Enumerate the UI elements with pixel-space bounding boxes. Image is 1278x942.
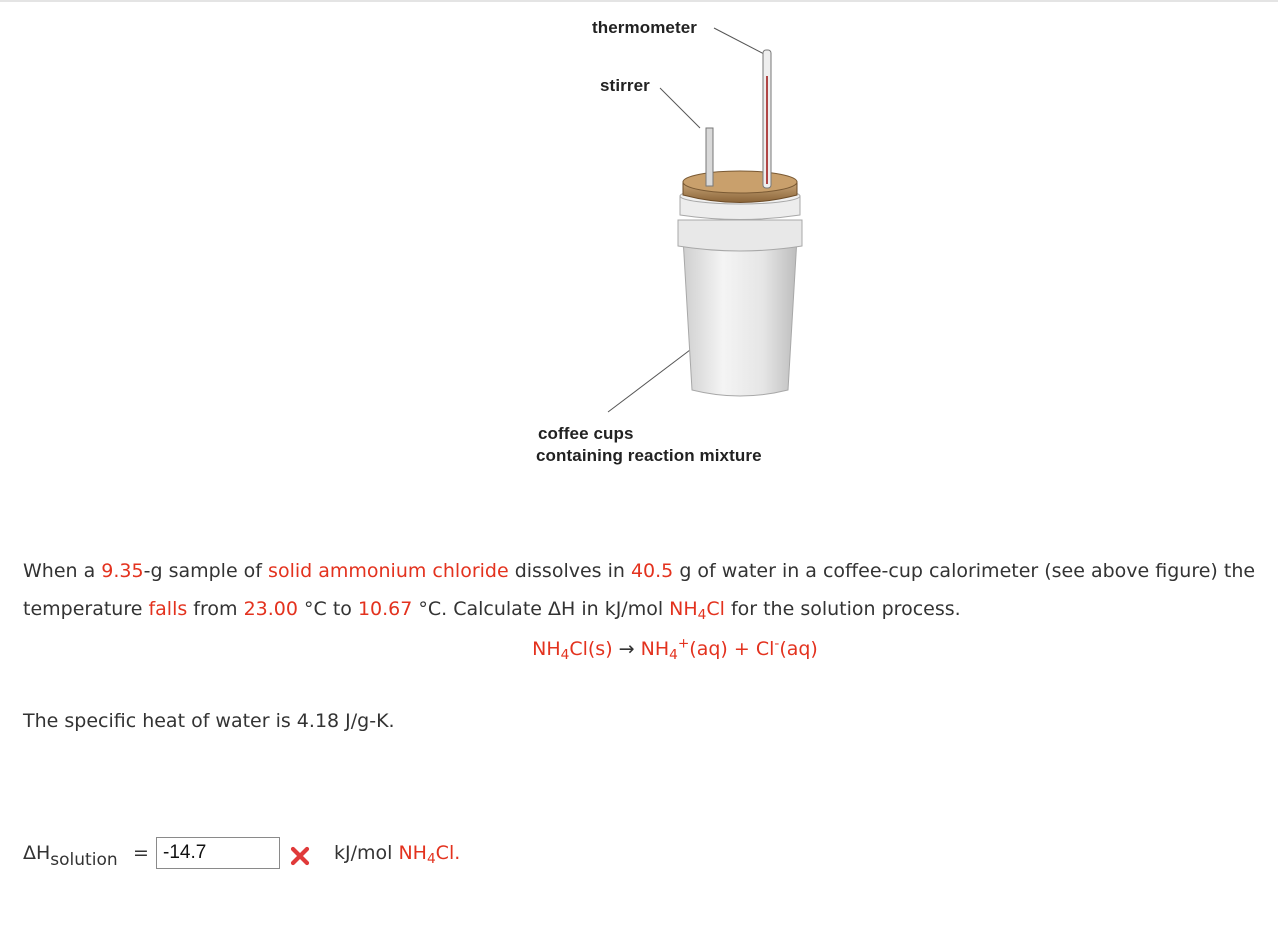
thermometer-label: thermometer <box>592 18 698 37</box>
product-charge: + <box>677 635 690 652</box>
formula-subscript: 4 <box>697 606 707 623</box>
units-formula-part: NH <box>398 842 427 864</box>
product-part: Cl <box>755 638 775 660</box>
reactant-part: Cl(s) <box>569 638 613 660</box>
temperature-direction: falls <box>148 598 188 620</box>
units-formula-part: Cl. <box>435 842 461 864</box>
problem-text: from <box>187 598 244 620</box>
delta-h-subscript: solution <box>50 849 118 870</box>
reactant-part: NH <box>532 638 561 660</box>
substance-name: solid ammonium chloride <box>268 560 509 582</box>
units-text: kJ/mol <box>334 842 399 864</box>
product-part: NH <box>640 638 670 660</box>
problem-text: -g sample of <box>143 560 269 582</box>
formula-nh4cl <box>669 598 725 623</box>
calorimeter-figure <box>520 10 820 480</box>
problem-statement <box>23 552 1273 628</box>
formula-part: Cl <box>706 598 725 620</box>
formula-part: NH <box>669 598 698 620</box>
equals-sign: = <box>133 842 149 864</box>
problem-text: dissolves in <box>508 560 631 582</box>
solid-mass-value: 9.35 <box>101 560 144 582</box>
final-temperature: 10.67 <box>357 598 413 620</box>
reaction-mixture-label: containing reaction mixture <box>536 446 762 465</box>
specific-heat-note: The specific heat of water is 4.18 J/g-K. <box>23 710 395 732</box>
calorimeter-illustration <box>520 10 820 480</box>
problem-text: for the solution process. <box>724 598 961 620</box>
initial-temperature: 23.00 <box>243 598 298 620</box>
problem-text: g of water in a coffee-cup calorimeter (see above figure) the temperature <box>23 560 1256 620</box>
problem-text: °C to <box>297 598 358 620</box>
product-subscript: 4 <box>669 646 678 663</box>
stirrer-label: stirrer <box>600 76 650 95</box>
coffee-cups-label: coffee cups <box>538 424 634 443</box>
top-divider <box>0 0 1278 2</box>
delta-h-label <box>23 842 118 870</box>
units-formula <box>398 842 461 867</box>
water-mass-value: 40.5 <box>630 560 674 582</box>
delta-h-symbol: ΔH <box>23 842 51 864</box>
product-charge: - <box>774 635 780 652</box>
dissolution-equation <box>0 635 1278 663</box>
product-state: (aq) <box>689 638 728 660</box>
plus-sign: + <box>727 638 756 660</box>
answer-input[interactable] <box>156 837 280 869</box>
x-mark-icon <box>289 845 311 867</box>
answer-row <box>23 836 623 872</box>
reaction-arrow: → <box>612 638 641 660</box>
problem-text: °C. Calculate ΔH in kJ/mol <box>412 598 670 620</box>
problem-text: When a <box>23 560 102 582</box>
product-state: (aq) <box>779 638 818 660</box>
units-formula-subscript: 4 <box>426 850 436 867</box>
reactant-subscript: 4 <box>560 646 570 663</box>
answer-units <box>334 842 461 867</box>
